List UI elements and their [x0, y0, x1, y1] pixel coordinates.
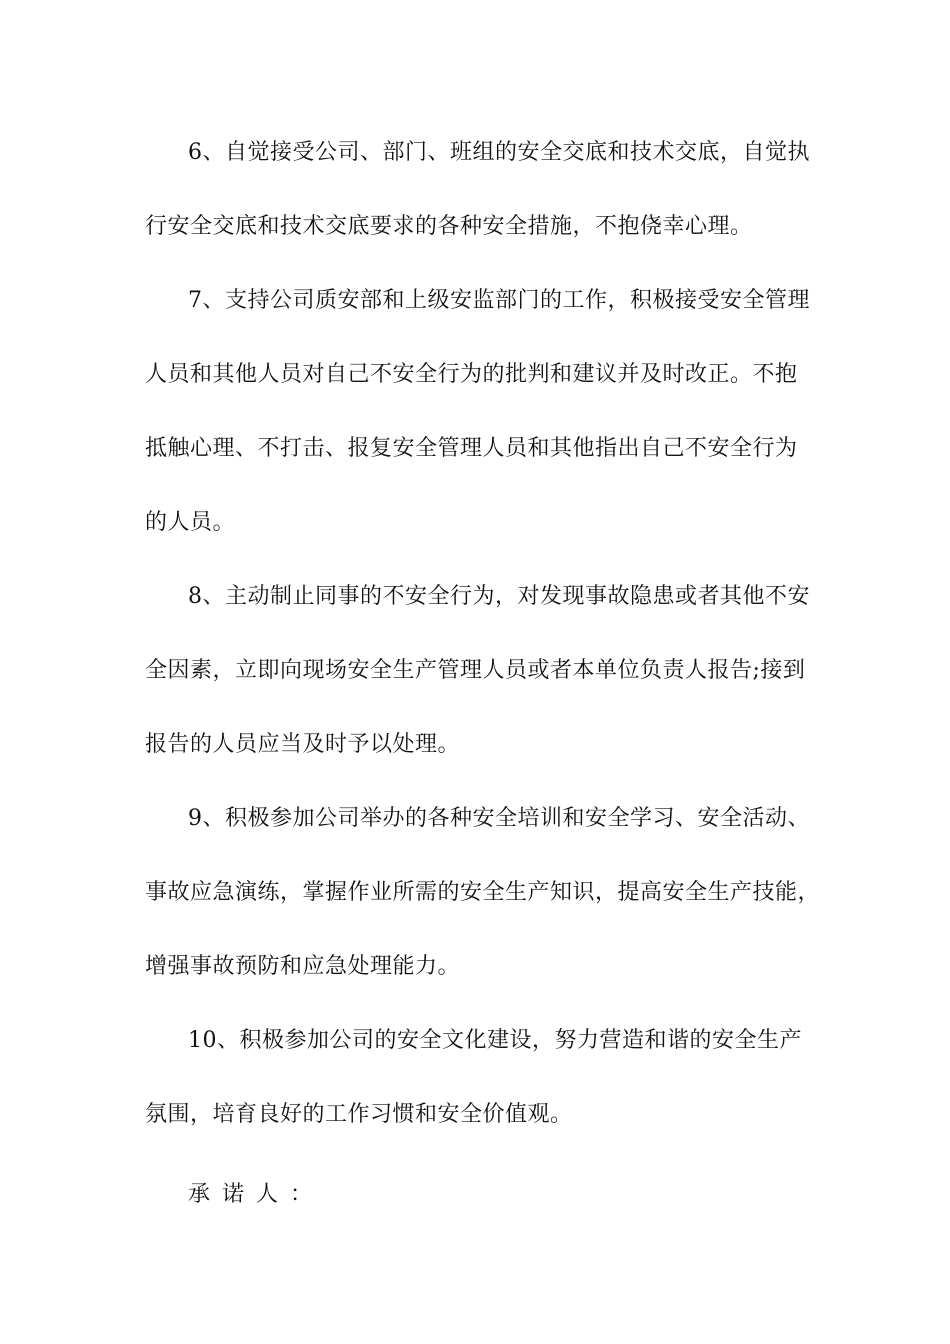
item-7-line-4: 的人员。 [145, 510, 236, 535]
item-8-line-3: 报告的人员应当及时予以处理。 [145, 732, 461, 757]
item-9-line-3: 增强事故预防和应急处理能力。 [145, 954, 461, 979]
item-7-line-3: 抵触心理、不打击、报复安全管理人员和其他指出自己不安全行为 [145, 436, 798, 461]
item-8-line-2: 全因素，立即向现场安全生产管理人员或者本单位负责人报告;接到 [145, 658, 806, 683]
item-9-line-2: 事故应急演练，掌握作业所需的安全生产知识，提高安全生产技能， [145, 880, 821, 905]
item-8-line-1: 8、主动制止同事的不安全行为，对发现事故隐患或者其他不安 [188, 584, 810, 609]
item-6-line-1: 6、自觉接受公司、部门、班组的安全交底和技术交底，自觉执 [188, 140, 810, 165]
item-9-line-1: 9、积极参加公司举办的各种安全培训和安全学习、安全活动、 [188, 806, 810, 831]
item-10-line-2: 氛围，培育良好的工作习惯和安全价值观。 [145, 1102, 573, 1127]
item-10-line-1: 10、积极参加公司的安全文化建设，努力营造和谐的安全生产 [188, 1028, 802, 1053]
item-7-line-1: 7、支持公司质安部和上级安监部门的工作，积极接受安全管理 [188, 288, 810, 313]
signature-label: 承诺人： [188, 1182, 325, 1207]
item-7-line-2: 人员和其他人员对自己不安全行为的批判和建议并及时改正。不抱 [145, 362, 798, 387]
item-6-line-2: 行安全交底和技术交底要求的各种安全措施，不抱侥幸心理。 [145, 214, 753, 239]
